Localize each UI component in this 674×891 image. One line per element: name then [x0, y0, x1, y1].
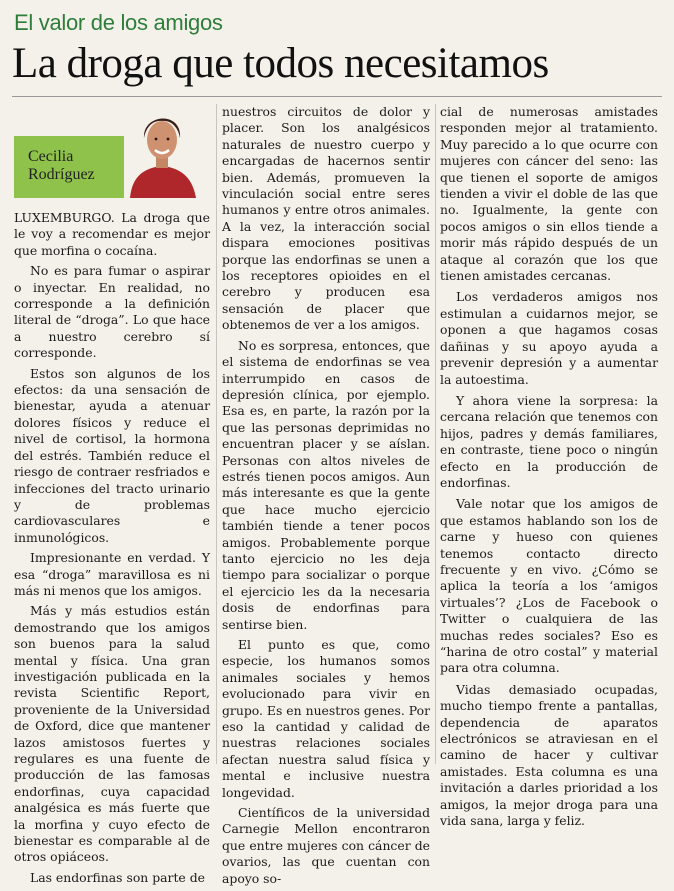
paragraph: Impresionante en verdad. Y esa “droga” maravillosa es ni más ni menos que los amigos. [14, 550, 210, 598]
headline: La droga que todos necesitamos [12, 40, 549, 87]
paragraph: Vale notar que los amigos de que estamos hablando son los de carne y hueso con quienes tenemos contacto directo frecuente y en vivo. ¿Cómo se aplica la teoría a los ‘amigos virtuales’? ¿Los de Facebook o Twitter o cualquiera de las muchas redes sociales? Eso es “harina de otro costal” y material para otra columna. [440, 496, 658, 676]
paragraph: Vidas demasiado ocupadas, mucho tiempo frente a pantallas, dependencia de aparatos electrónicos se atraviesan en el camino de hacer y cultivar amistades. Esta columna es una invitación a darles prioridad a los amigos, la mejor droga para una vida sana, larga y feliz. [440, 681, 658, 829]
author-name [28, 148, 118, 184]
paragraph: Estos son algunos de los efectos: da una sensación de bienestar, ayuda a atenuar dolores físicos y reduce el nivel de cortisol, la hormona del estrés. También reduce el riesgo de contraer resfriados e infecciones del tracto urinario y de problemas cardiovasculares e inmunológicos. [14, 365, 210, 545]
paragraph: No es para fumar o aspirar o inyectar. En realidad, no corresponde a la definición literal de “droga”. Lo que hace a nuestro cerebro sí corresponde. [14, 263, 210, 361]
article-column-3 [440, 104, 658, 834]
article-column-2 [222, 104, 430, 891]
column-divider [216, 104, 217, 764]
paragraph: Científicos de la universidad Carnegie Mellon encontraron que entre mujeres con cáncer de ovarios, las que cuentan con apoyo so- [222, 805, 430, 886]
section-title: El valor de los amigos [14, 10, 223, 35]
author-first-name: Cecilia [28, 148, 74, 165]
paragraph: El punto es que, como especie, los humanos somos animales sociales y hemos evolucionado para vivir en grupo. Es en nuestros genes. Por eso la cantidad y calidad de nuestras relaciones sociales afectan nuestra salud física y mental e inclusive nuestra longevidad. [222, 637, 430, 800]
author-last-name: Rodríguez [28, 166, 95, 183]
paragraph: cial de numerosas amistades responden mejor al tratamiento. Muy parecido a lo que ocurre con mujeres con cáncer del seno: las que tienen el soporte de amigos tienden a vivir el doble de las que no. Igualmente, la gente con pocos amigos o sin ellos tiende a morir más rápido después de un ataque al corazón que los que tienen amistades cercanas. [440, 104, 658, 284]
author-photo [124, 104, 200, 198]
paragraph: nuestros circuitos de dolor y placer. Son los analgésicos naturales de nuestro cuerpo y encargadas de hacernos sentir bien. Además, promueven la vinculación social entre seres humanos y entre otros animales. A la vez, la interacción social dispara emociones positivas porque las endorfinas se unen a los receptores opioides en el cerebro y producen esa sensación de placer que obtenemos de ver a los amigos. [222, 104, 430, 333]
paragraph: Más y más estudios están demostrando que los amigos son buenos para la salud mental y física. Una gran investigación publicada en la revista Scientific Report, proveniente de la Universidad de Oxford, dice que mantener lazos amistosos fuertes y regulares es una fuente de producción de las famosas endorfinas, cuya capacidad analgésica es más fuerte que la morfina y cuyo efecto de bienestar es comparable al de otros opiáceos. [14, 603, 210, 865]
paragraph: LUXEMBURGO. La droga que le voy a recomendar es mejor que morfina o cocaína. [14, 210, 210, 258]
headline-rule [12, 96, 662, 97]
paragraph: Y ahora viene la sorpresa: la cercana relación que tenemos con hijos, padres y demás familiares, en contraste, tiene poco o ningún efecto en la producción de endorfinas. [440, 392, 658, 490]
paragraph: Las endorfinas son parte de [30, 869, 205, 885]
paragraph: No es sorpresa, entonces, que el sistema de endorfinas se vea interrumpido en casos de depresión clínica, por ejemplo. Esa es, en parte, la razón por la que las personas deprimidas no encuentran placer y se aíslan. Personas con altos niveles de estrés tienen pocos amigos. Aun más interesante es que la gente que hace mucho ejercicio también tiende a tener pocos amigos. Probablemente porque tanto ejercicio no les deja tiempo para socializar o porque el ejercicio les da la necesaria dosis de endorfinas para sentirse bien. [222, 337, 430, 632]
author-byline [14, 104, 210, 198]
paragraph: Los verdaderos amigos nos estimulan a cuidarnos mejor, se oponen a que hagamos cosas dañinas y su apoyo ayuda a prevenir depresión y a aumentar la autoestima. [440, 289, 658, 387]
article-column-1 [14, 210, 210, 890]
column-divider [435, 104, 436, 764]
